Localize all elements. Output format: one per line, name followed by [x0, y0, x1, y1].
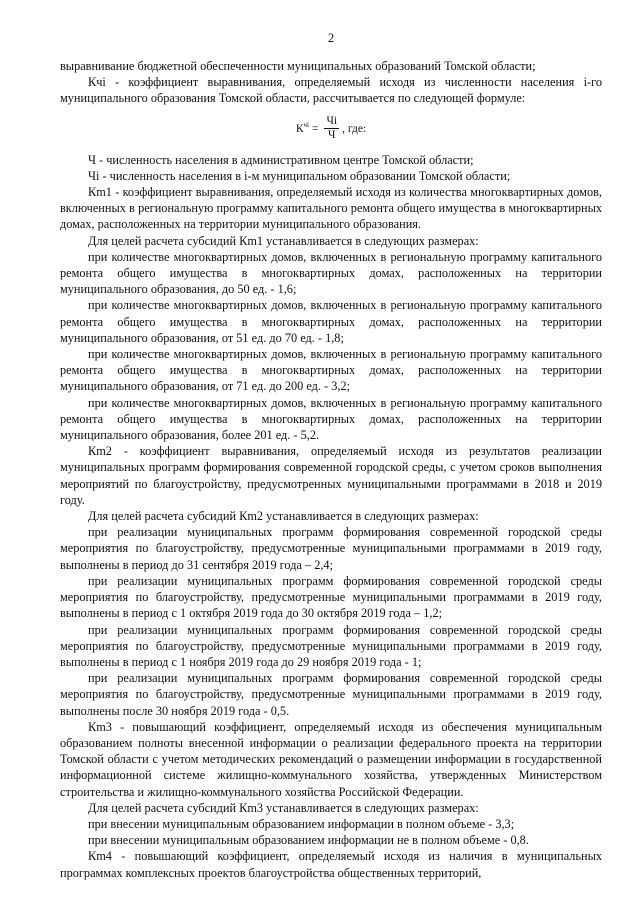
formula-numerator: Чi — [326, 115, 338, 128]
paragraph-km2-intro: Для целей расчета субсидий Кm2 устанавливается в следующих размерах: — [88, 509, 479, 524]
formula-tail: , где: — [342, 122, 367, 135]
paragraph-km1-intro: Для целей расчета субсидий Кm1 устанавливается в следующих размерах: — [88, 233, 479, 248]
paragraph-km2-definition: Кm2 - коэффициент выравнивания, определяемый исходя из результатов реализации муниципальных программ формирования современной городской среды, с учетом сроков выполнения мероприятий по благоустройству, предусмотренных муниципальными программами в 2018 и 2019 году. — [60, 444, 602, 507]
paragraph-km3-item-1: при внесении муниципальным образованием информации в полном объеме - 3,3; — [88, 816, 515, 831]
paragraph-1: выравнивание бюджетной обеспеченности муниципальных образований Томской области; — [60, 59, 536, 73]
paragraph-km2-item-4: при реализации муниципальных программ формирования современной городской среды мероприятия по благоустройству, предусмотренные муниципальными программами в 2019 году, выполнены после 30 ноября 2019 года - 0,5. — [60, 671, 602, 718]
paragraph-km1-item-4: при количестве многоквартирных домов, включенных в региональную программу капитального ремонта общего имущества в многоквартирных домах, расположенных на территории муниципального образования, более 201 ед. - 5,2. — [60, 395, 602, 443]
paragraph-km1-item-1: при количестве многоквартирных домов, включенных в региональную программу капитального ремонта общего имущества в многоквартирных домах, расположенных на территории муниципального образования, до 50 ед. - 1,6; — [60, 249, 602, 297]
paragraph-chi: Чi - численность населения в i-м муниципальном образовании Томской области; — [88, 168, 511, 183]
paragraph-km2-item-2: при реализации муниципальных программ формирования современной городской среды мероприятия по благоустройству, предусмотренные муниципальными программами в 2019 году, выполнены в период с 1 октября 2019 года до 30 октября 2019 года – 1,2; — [60, 573, 602, 621]
paragraph-km3-item-2: при внесении муниципальным образованием информации не в полном объеме - 0,8. — [88, 833, 529, 848]
formula-equals: = — [311, 122, 319, 135]
paragraph-km1-item-3: при количестве многоквартирных домов, включенных в региональную программу капитального ремонта общего имущества в многоквартирных домах, расположенных на территории муниципального образования, от 71 ед. до 200 ед. - 3,2; — [60, 347, 602, 394]
formula-lhs-sup: чi — [303, 120, 309, 129]
paragraph-km2-item-1: при реализации муниципальных программ формирования современной городской среды мероприятия по благоустройству, предусмотренные муниципальными программами в 2019 году, выполнены в период до 31 сентября 2019 года – 2,4; — [60, 525, 602, 572]
paragraph-km4-definition: Кm4 - повышающий коэффициент, определяемый исходя из наличия в муниципальных программах комплексных проектов благоустройства общественных территорий, — [60, 849, 602, 880]
paragraph-km2-item-3: при реализации муниципальных программ формирования современной городской среды мероприятия по благоустройству, предусмотренные муниципальными программами в 2019 году, выполнены в период с 1 ноября 2019 года до 29 ноября 2019 года - 1; — [60, 622, 602, 669]
paragraph-kchi-definition: Кчi - коэффициент выравнивания, определяемый исходя из численности населения i-го муниципального образования Томской области, рассчитывается по следующей формуле: — [60, 75, 602, 106]
paragraph-km1-definition: Кm1 - коэффициент выравнивания, определяемый исходя из количества многоквартирных домов, включенных в региональную программу капитального ремонта общего имущества в многоквартирных домах, расположенных на территории муниципального образования. — [60, 185, 602, 232]
formula — [60, 109, 602, 149]
paragraph-km3-definition: Кm3 - повышающий коэффициент, определяемый исходя из обеспечения муниципальным образованием полноты внесенной информации о реализации федерального проекта на территории Томской области с учетом методических рекомендаций о размещении информации в государственной информационной системе жилищно-коммунального хозяйства, утвержденных Министерством строительства и жилищно-коммунального хозяйства Российской Федерации. — [60, 719, 602, 799]
paragraph-km1-item-2: при количестве многоквартирных домов, включенных в региональную программу капитального ремонта общего имущества в многоквартирных домах, расположенных на территории муниципального образования, от 51 ед. до 70 ед. - 1,8; — [60, 298, 602, 345]
formula-lhs-base: К — [295, 122, 304, 135]
paragraph-ch: Ч - численность населения в административном центре Томской области; — [88, 152, 474, 167]
formula-fraction — [324, 115, 339, 142]
paragraph-km3-intro: Для целей расчета субсидий Кm3 устанавливается в следующих размерах: — [88, 800, 479, 815]
formula-denominator: Ч — [328, 129, 336, 142]
formula-lhs — [296, 121, 309, 137]
page-number: 2 — [327, 31, 335, 45]
